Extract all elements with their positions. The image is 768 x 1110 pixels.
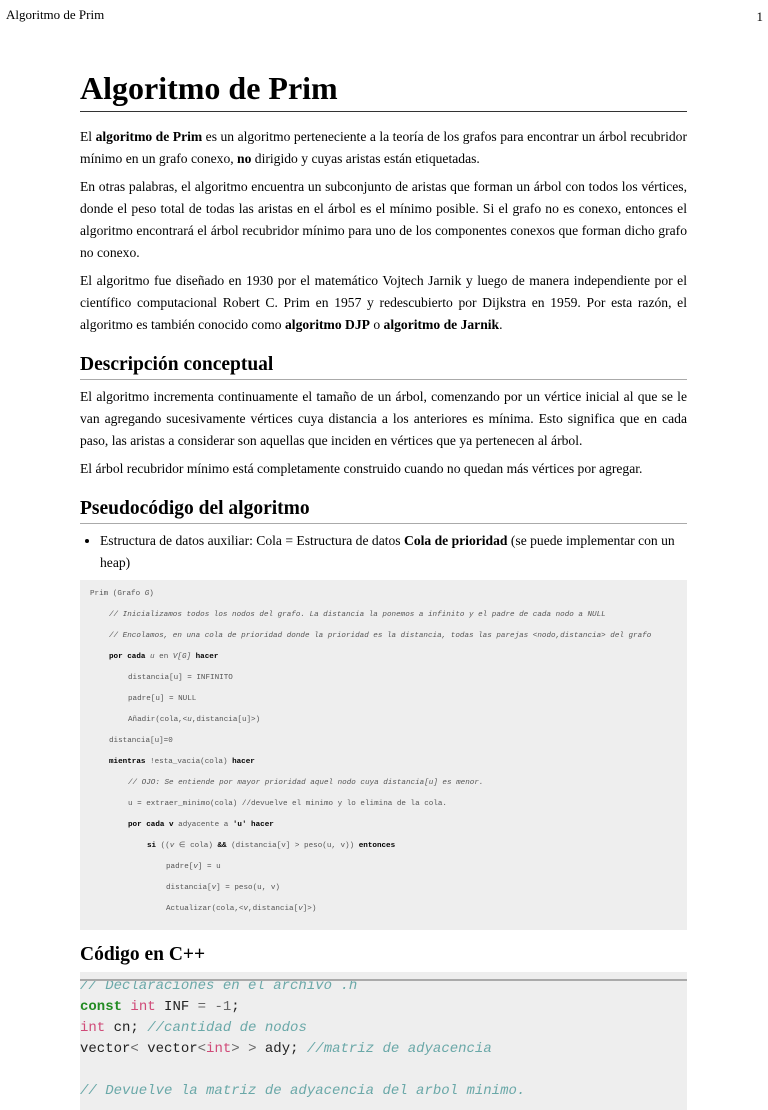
text-run: (se puede implementar con un heap) <box>100 533 675 570</box>
text-run: ,distancia[ <box>248 905 299 913</box>
text-run: algoritmo DJP <box>285 317 370 332</box>
text-run: < <box>197 1041 207 1057</box>
text-run: por cada v <box>128 821 174 829</box>
code-line <box>80 1018 687 1039</box>
pseudocode-line <box>90 609 677 630</box>
text-run: distancia[u]=0 <box>109 737 173 745</box>
bullet-list <box>80 530 687 574</box>
text-run: entonces <box>358 842 396 850</box>
text-run: distancia[u] = INFINITO <box>128 674 233 682</box>
text-run: El <box>80 129 96 144</box>
heading-cpp: Código en C++ <box>80 944 206 965</box>
pseudocode-line <box>90 840 677 861</box>
pseudocode-line <box>90 798 677 819</box>
text-run: ) <box>149 590 154 598</box>
paragraph: El árbol recubridor mínimo está completamente construido cuando no quedan más vértices por agregar. <box>80 461 643 476</box>
text-run: 'u' hacer <box>232 821 274 829</box>
text-run: < <box>130 1041 139 1057</box>
code-line <box>80 997 687 1018</box>
text-run: int <box>130 999 156 1015</box>
pseudocode-line <box>90 630 677 651</box>
text-run <box>240 1041 248 1057</box>
footer-rule <box>80 979 687 981</box>
text-run: vector <box>138 1041 198 1057</box>
text-run: ,distancia[u]>) <box>191 716 261 724</box>
text-run: // Inicializamos todos los nodos del grafo. La distancia la ponemos a infinito y el padre de cada nodo a NULL <box>109 611 606 619</box>
text-run: no <box>237 151 252 166</box>
text-run: v <box>298 905 303 913</box>
running-header: Algoritmo de Prim <box>6 7 105 22</box>
text-run: cn; <box>105 1020 148 1036</box>
text-run: ]>) <box>302 905 317 913</box>
text-run: -1 <box>214 999 232 1015</box>
text-run: ady; <box>256 1041 307 1057</box>
pseudocode-line <box>90 882 677 903</box>
cpp-code-block <box>80 972 687 1110</box>
text-run: Añadir(cola,< <box>128 716 188 724</box>
text-run <box>206 999 214 1015</box>
text-run: por cada <box>109 653 146 661</box>
text-run: algoritmo de Prim <box>95 129 203 144</box>
text-run: Cola de prioridad <box>404 533 508 548</box>
code-line <box>80 1081 687 1102</box>
text-run: ] = u <box>197 863 221 871</box>
paragraph <box>80 270 687 336</box>
text-run: int <box>206 1041 232 1057</box>
text-run: El algoritmo fue diseñado en 1930 por el matemático Vojtech Jarnik y luego de manera independiente por el científico computacional Robert C. Prim en 1957 y redescubierto por Dijkstra en 1959. Por esta razón, el algoritmo es también conocido como <box>80 273 687 332</box>
text-run: es un algoritmo perteneciente a la teoría de los grafos para encontrar un árbol recubridor mínimo en un grafo conexo, <box>80 129 687 166</box>
pseudocode-line <box>90 777 677 798</box>
text-run: G <box>144 590 150 598</box>
text-run: adyacente a <box>173 821 233 829</box>
text-run: . <box>499 317 503 332</box>
text-run: algoritmo de Jarnik <box>383 317 500 332</box>
heading-descripcion: Descripción conceptual <box>80 354 687 380</box>
text-run: hacer <box>232 758 255 766</box>
pseudocode-line <box>90 819 677 840</box>
text-run: // Devuelve la matriz de adyacencia del arbol minimo. <box>80 1083 526 1099</box>
pseudocode-line <box>90 672 677 693</box>
text-run: En otras palabras, el algoritmo encuentra un subconjunto de aristas que forman un árbol con todos los vértices, donde el peso total de todas las aristas en el árbol es el mínimo posible. Si el grafo no es conexo, entonces el algoritmo encontrará el árbol recubridor mínimo para uno de los componentes conexos que forman dicho grafo no conexo. <box>80 179 687 260</box>
text-run: padre[ <box>166 863 194 871</box>
text-run: u <box>187 716 192 724</box>
text-run: && <box>217 842 227 850</box>
paragraph <box>80 176 687 264</box>
text-run <box>122 999 130 1015</box>
text-run: si <box>147 842 157 850</box>
text-run: !esta_vacia(cola) <box>145 758 233 766</box>
text-run: hacer <box>195 653 219 661</box>
code-line <box>80 1039 687 1060</box>
page-number: 1 <box>756 9 763 24</box>
text-run: en <box>154 653 173 661</box>
text-run: distancia[ <box>166 884 212 892</box>
page-title: Algoritmo de Prim <box>80 70 687 112</box>
text-run: mientras <box>109 758 146 766</box>
paragraph: El algoritmo incrementa continuamente el tamaño de un árbol, comenzando por un vértice inicial al que se le van agregando sucesivamente vértices cuya distancia a los anteriores es mínima. Esto significa que en cada paso, las aristas a considerar son aquellas que inciden en vértices que ya pertenecen al árbol. <box>80 389 687 448</box>
text-run: dirigido y cuyas aristas están etiquetadas. <box>251 151 480 166</box>
text-run: int <box>80 1020 106 1036</box>
list-item <box>100 530 687 574</box>
text-run: u <box>150 653 155 661</box>
pseudocode-line <box>90 693 677 714</box>
text-run: //cantidad de nodos <box>147 1020 307 1036</box>
text-run: ∈ cola) <box>174 842 218 850</box>
text-run: V[G] <box>172 653 192 661</box>
text-run: vector <box>80 1041 131 1057</box>
text-run: = <box>197 999 207 1015</box>
text-run: padre[u] = NULL <box>128 695 197 703</box>
pseudocode-line <box>90 651 677 672</box>
text-run: const <box>80 999 123 1015</box>
text-run: o <box>369 317 384 332</box>
text-run: (distancia[v] > peso(u, v)) <box>226 842 359 850</box>
text-run <box>80 1062 88 1078</box>
text-run: > <box>231 1041 240 1057</box>
pseudocode-line <box>90 735 677 756</box>
text-run: (( <box>156 842 170 850</box>
text-run: // OJO: Se entiende por mayor prioridad aquel nodo cuya distancia[u] es menor. <box>128 779 484 787</box>
text-run: Estructura de datos auxiliar: Cola = Estructura de datos <box>100 533 404 548</box>
text-run: ; <box>231 999 240 1015</box>
text-run: v <box>243 905 249 913</box>
text-run: Prim (Grafo <box>90 590 145 598</box>
code-line <box>80 1060 687 1081</box>
text-run: > <box>248 1041 257 1057</box>
pseudocode-line <box>90 903 677 924</box>
pseudocode-line <box>90 756 677 777</box>
text-run: v <box>211 884 217 892</box>
paragraph <box>80 126 687 170</box>
pseudocode-line <box>90 714 677 735</box>
text-run: //matriz de adyacencia <box>306 1041 492 1057</box>
text-run: INF <box>155 999 198 1015</box>
text-run: Actualizar(cola,< <box>166 905 244 913</box>
intro <box>80 126 687 336</box>
text-run: v <box>169 842 175 850</box>
text-run: // Declaraciones en el archivo .h <box>80 978 358 994</box>
article <box>80 70 687 1110</box>
text-run: // Encolamos, en una cola de prioridad donde la prioridad es la distancia, todas las parejas <nodo,distancia> del grafo <box>109 632 652 640</box>
text-run: u = extraer_minimo(cola) //devuelve el minimo y lo elimina de la cola. <box>128 800 447 808</box>
pseudocode-line <box>90 588 677 609</box>
heading-pseudocodigo: Pseudocódigo del algoritmo <box>80 498 687 524</box>
pseudocode-block <box>80 580 687 930</box>
text-run: v <box>193 863 198 871</box>
pseudocode-line <box>90 861 677 882</box>
text-run: ] = peso(u, v) <box>216 884 280 892</box>
